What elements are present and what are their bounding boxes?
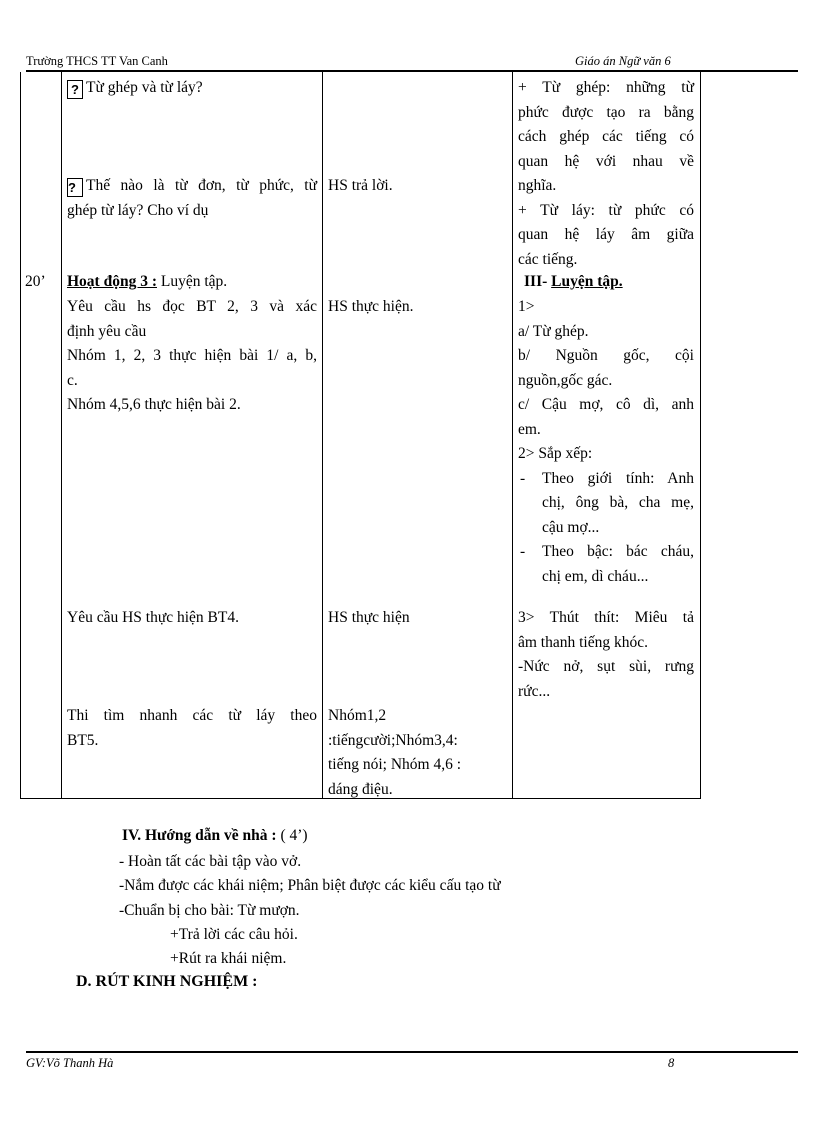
activity-3-instructions: Yêu cầu hs đọc BT 2, 3 và xác định yêu cầu Nhóm 1, 2, 3 thực hiện bài 1/ a, b, c. Nhóm 4,5,6 thực hiện bài 2. (67, 298, 317, 413)
student-perform-2: HS thực hiện (328, 609, 410, 626)
school-name: Trường THCS TT Van Canh (26, 54, 168, 68)
question-2: ? Thế nào là từ đơn, từ phức, từ ghép từ láy? Cho ví dụ (67, 177, 317, 219)
question-icon: ? (67, 80, 83, 99)
time-label: 20’ (25, 273, 46, 290)
student-answer: HS trả lời. (328, 177, 393, 194)
compound-word-definition: + Từ ghép: những từ phức được tạo ra bằng cách ghép các tiếng có quan hệ với nhau về nghĩa. + Từ láy: từ phức có quan hệ láy âm giữa các tiếng. (518, 79, 694, 268)
table-divider-1 (61, 72, 62, 799)
section-practice-heading: III- Luyện tập. (524, 273, 623, 290)
student-perform-1: HS thực hiện. (328, 298, 414, 315)
list-item: - Theo bậc: bác cháu, chị em, dì cháu... (520, 543, 694, 585)
subject-title: Giáo án Ngữ văn 6 (575, 54, 671, 68)
teacher-name: GV:Võ Thanh Hà (26, 1056, 114, 1070)
bt5-request: Thi tìm nhanh các từ láy theo BT5. (67, 707, 317, 749)
activity-3-heading: Hoạt động 3 : Luyện tập. (67, 273, 228, 290)
exercise-3-answer: 3> Thút thít: Miêu tả âm thanh tiếng khóc. -Nức nở, sụt sùi, rưng rức... (518, 609, 694, 700)
table-border-right (700, 72, 701, 799)
header-rule (26, 70, 798, 72)
homework-item-1: - Hoàn tất các bài tập vào vở. (119, 853, 302, 870)
experience-heading: D. RÚT KINH NGHIỆM : (76, 973, 258, 990)
homework-sub-2: +Rút ra khái niệm. (170, 950, 287, 967)
bt4-request: Yêu cầu HS thực hiện BT4. (67, 609, 239, 626)
homework-item-3: -Chuẩn bị cho bài: Từ mượn. (119, 902, 300, 919)
table-divider-2 (322, 72, 323, 799)
question-1: ? Từ ghép và từ láy? (67, 76, 317, 101)
table-border-left (20, 72, 21, 799)
homework-item-2: -Nắm được các khái niệm; Phân biệt được các kiểu cấu tạo từ (119, 877, 501, 894)
homework-sub-1: +Trả lời các câu hỏi. (170, 926, 298, 943)
page-number: 8 (668, 1056, 675, 1070)
table-divider-3 (512, 72, 513, 799)
footer-rule (26, 1051, 798, 1053)
question-icon: ? (67, 178, 83, 197)
exercise-answers: 1> a/ Từ ghép. b/ Nguồn gốc, cội nguồn,gốc gác. c/ Cậu mợ, cô dì, anh em. 2> Sắp xếp: - Theo giới tính: Anh chị, ông bà, cha mẹ, cậu mợ... - Theo bậc: bác cháu, chị em, dì cháu... (518, 295, 694, 589)
homework-heading: IV. Hướng dẫn về nhà : ( 4’) (122, 827, 308, 844)
group-assignments: Nhóm1,2 :tiếngcười;Nhóm3,4: tiếng nói; Nhóm 4,6 : dáng điệu. (328, 707, 462, 798)
list-item: - Theo giới tính: Anh chị, ông bà, cha mẹ, cậu mợ... (520, 469, 694, 536)
